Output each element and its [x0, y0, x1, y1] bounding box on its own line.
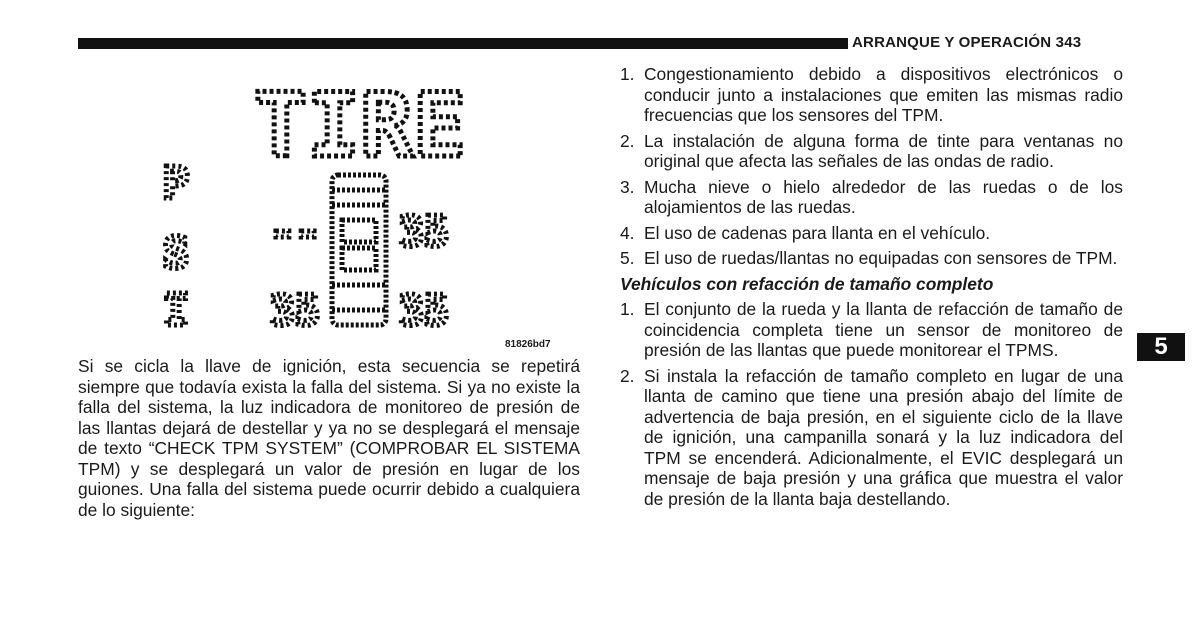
list-item-number: 3.: [620, 176, 635, 197]
list-item-text: Mucha nieve o hielo alrededor de las ruedas o de los alojamientos de las ruedas.: [644, 176, 1123, 217]
list-item: [620, 366, 1123, 510]
right-column: [620, 64, 1123, 514]
list-item: [620, 248, 1123, 269]
display-title: TIRE: [254, 80, 466, 177]
list-item-text: El uso de ruedas/llantas no equipadas con sensores de TPM.: [644, 248, 1118, 268]
list-item-number: 1.: [620, 299, 635, 319]
side-label-p: P: [162, 158, 190, 209]
section-subheading: Vehículos con refacción de tamaño completo: [620, 273, 994, 294]
list-item-text: Si instala la refacción de tamaño completo en lugar de una llanta de camino que tiene una presión abajo del límite de advertencia de baja presión, en el siguiente ciclo de la llave de ignición, una campanilla sonará y la luz indicadora del TPM se encenderá. Adicionalmente, el EVIC desplegará un mensaje de baja presión y una gráfica que muestra el valor de presión de la llanta baja destellando.: [644, 365, 1123, 509]
list-item-number: 2.: [620, 130, 635, 151]
list-item-text: Congestionamiento debido a dispositivos electrónicos o conducir junto a instalaciones que emiten las mismas radio frecuencias que los sensores del TPM.: [644, 64, 1123, 125]
tpms-display-graphic: [150, 80, 480, 330]
page-header-title: ARRANQUE Y OPERACIÓN 343: [852, 34, 1082, 51]
failure-causes-list: [620, 64, 1123, 269]
list-item-number: 4.: [620, 222, 635, 243]
list-item-number: 2.: [620, 365, 635, 386]
figure-code: 81826bd7: [505, 339, 551, 350]
list-item: [620, 64, 1123, 126]
list-item-number: 5.: [620, 248, 635, 268]
body-paragraph: Si se cicla la llave de ignición, esta secuencia se repetirá siempre que todavía exista la falla del sistema. Si ya no existe la falla del sistema, la luz indicadora de monitoreo de presión de las llantas dejará de destellar y ya no se desplegará el mensaje de texto “CHECK TPM SYSTEM” (COMPROBAR EL SISTEMA TPM) y se desplegará un valor de presión en lugar de los guiones. Una falla del sistema puede ocurrir debido a cualquiera de lo siguiente:: [78, 356, 580, 520]
pressure-front-left: --: [269, 207, 321, 256]
side-label-s: S: [162, 228, 190, 279]
tpms-display-figure: [150, 80, 480, 330]
list-item-text: El uso de cadenas para llanta en el vehículo.: [644, 222, 991, 243]
pressure-rear-left: 35: [269, 286, 321, 330]
list-item: [620, 177, 1123, 218]
left-column: [78, 356, 580, 520]
full-size-spare-list: [620, 299, 1123, 509]
list-item-text: El conjunto de la rueda y la llanta de refacción de tamaño de coincidencia completa tiene un sensor de monitoreo de presión de las llantas que puede monitorear el TPMS.: [644, 299, 1123, 360]
side-label-i: I: [162, 285, 190, 330]
header-bar: [78, 38, 848, 49]
list-item: [620, 131, 1123, 172]
list-item-number: 1.: [620, 64, 635, 84]
pressure-rear-right: 35: [398, 286, 450, 330]
chapter-tab: 5: [1137, 333, 1185, 361]
vehicle-outline-icon: [332, 175, 386, 325]
list-item: [620, 299, 1123, 361]
list-item-text: La instalación de alguna forma de tinte para ventanas no original que afecta las señales de las ondas de radio.: [644, 130, 1123, 171]
pressure-front-right: 35: [398, 207, 450, 256]
list-item: [620, 223, 1123, 244]
